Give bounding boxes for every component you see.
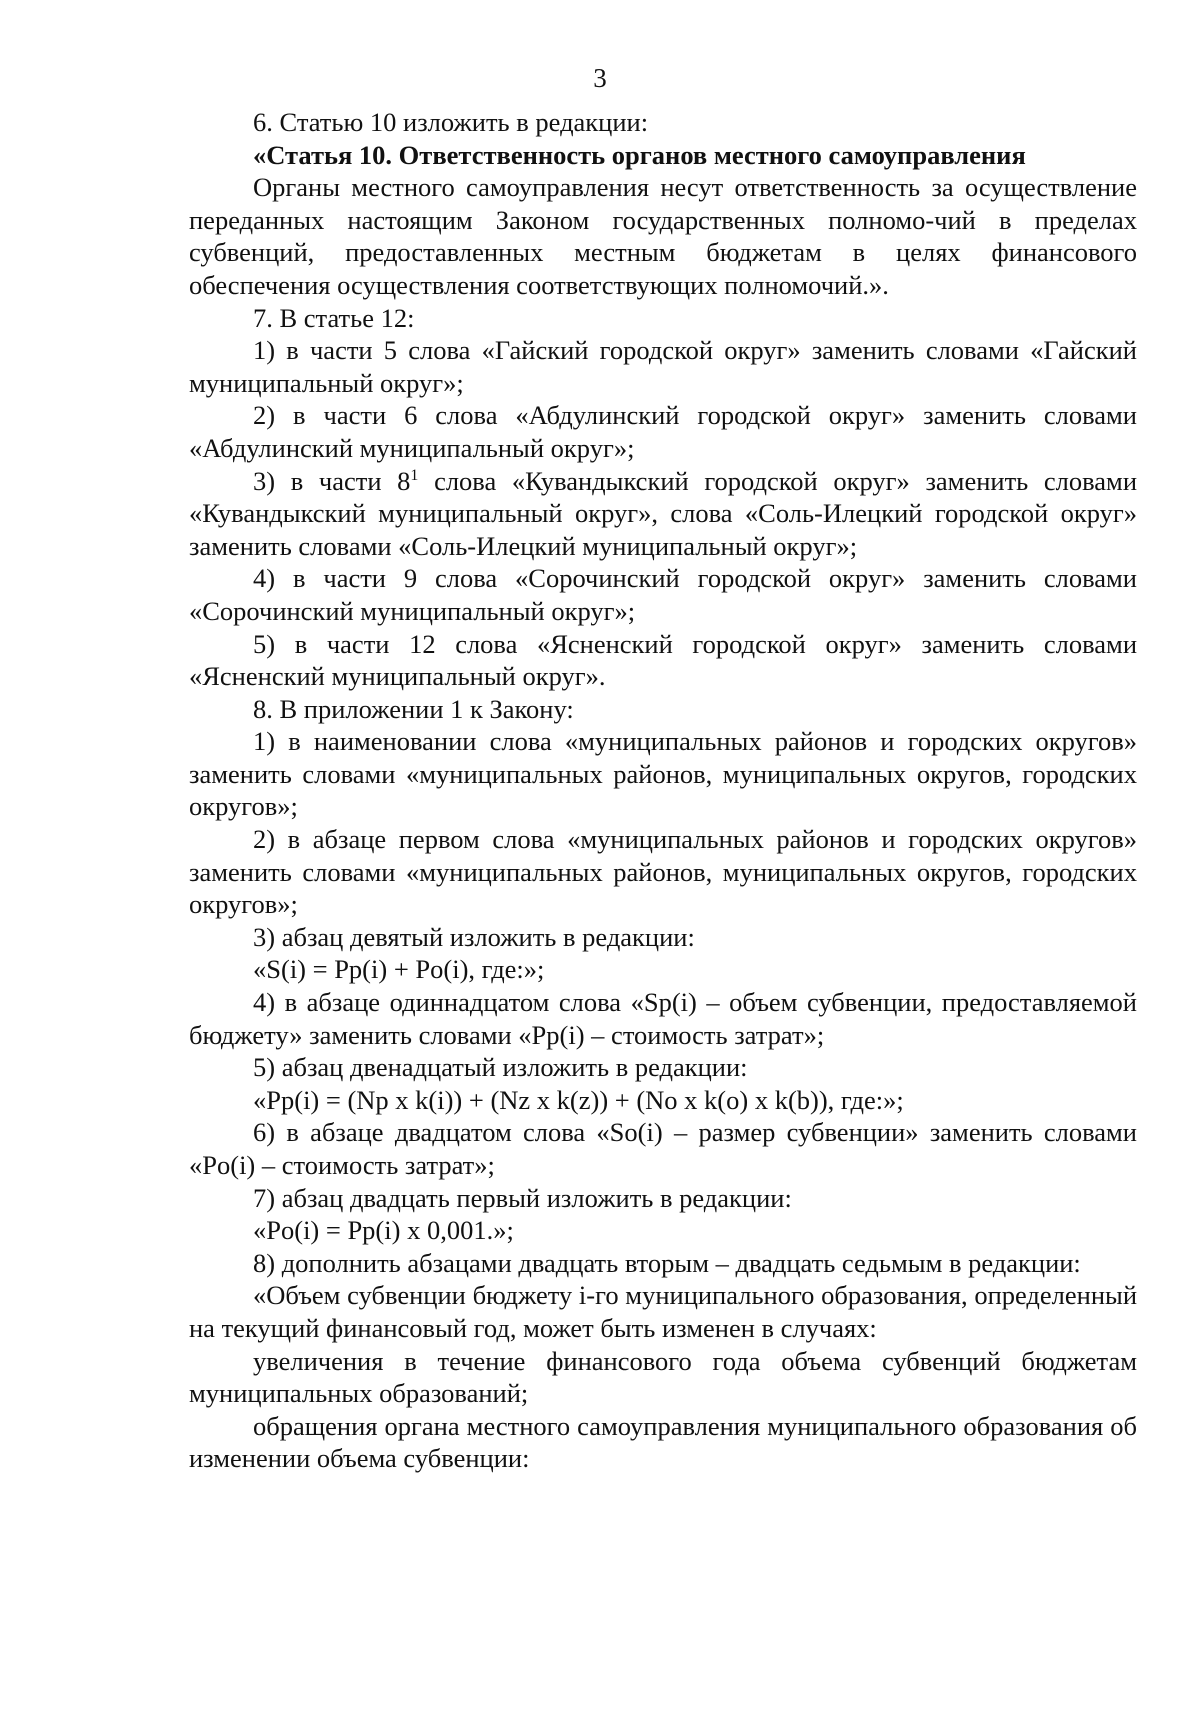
paragraph-article-8: 8. В приложении 1 к Закону: [253, 693, 574, 724]
page-number: 3 [593, 63, 607, 93]
list-item-7-2: 2) в части 6 слова «Абдулинский городской округ» заменить словами «Абдулинский муниципальный округ»; [189, 400, 1137, 463]
list-item-8-1: 1) в наименовании слова «муниципальных районов и городских округов» заменить словами «муниципальных районов, муниципальных округов, городских округов»; [189, 726, 1137, 822]
list-item-8-7: 7) абзац двадцать первый изложить в редакции: [253, 1182, 792, 1213]
paragraph-increase-case: увеличения в течение финансового года объема субвенций бюджетам муниципальных образований; [189, 1345, 1137, 1409]
list-item-8-8: 8) дополнить абзацами двадцать вторым – двадцать седьмым в редакции: [253, 1247, 1081, 1278]
list-item-7-3 [189, 465, 1137, 563]
paragraph-subvention-volume: «Объем субвенции бюджету i-го муниципального образования, определенный на текущий финансовый год, может быть изменен в случаях: [189, 1280, 1137, 1343]
article-10-heading: «Статья 10. Ответственность органов местного самоуправления [253, 139, 1026, 170]
formula-s: «S(i) = Pp(i) + Po(i), где:»; [253, 954, 545, 985]
list-item-7-3-start: 3) в части 8 [253, 465, 411, 496]
list-item-8-6: 6) в абзаце двадцатом слова «So(i) – размер субвенции» заменить словами «Po(i) – стоимость затрат»; [189, 1117, 1137, 1180]
list-item-7-5: 5) в части 12 слова «Ясненский городской округ» заменить словами «Ясненский муниципальный округ». [189, 628, 1137, 692]
list-item-7-1: 1) в части 5 слова «Гайский городской округ» заменить словами «Гайский муниципальный округ»; [189, 335, 1137, 398]
superscript-1: 1 [410, 466, 419, 484]
paragraph-article-7: 7. В статье 12: [253, 302, 415, 333]
list-item-8-4: 4) в абзаце одиннадцатом слова «Sp(i) – объем субвенции, предоставляемой бюджету» заменить словами «Pp(i) – стоимость затрат»; [189, 987, 1137, 1050]
paragraph-request-case: обращения органа местного самоуправления муниципального образования об изменении объема субвенции: [189, 1410, 1137, 1474]
list-item-8-5: 5) абзац двенадцатый изложить в редакции: [253, 1052, 748, 1083]
paragraph-article-6: 6. Статью 10 изложить в редакции: [253, 107, 649, 137]
formula-pp: «Pp(i) = (Np x k(i)) + (Nz x k(z)) + (No x k(o) x k(b)), где:»; [253, 1084, 904, 1115]
list-item-7-3-rest: слова «Кувандыкский городской округ» заменить словами «Кувандыкский муниципальный округ», слова «Соль-Илецкий городской округ» заменить словами «Соль-Илецкий муниципальный округ»; [189, 465, 1138, 561]
list-item-7-4: 4) в части 9 слова «Сорочинский городской округ» заменить словами «Сорочинский муниципальный округ»; [189, 563, 1137, 626]
formula-po: «Po(i) = Pp(i) x 0,001.»; [253, 1215, 514, 1246]
list-item-8-2: 2) в абзаце первом слова «муниципальных районов и городских округов» заменить словами «муниципальных районов, муниципальных округов, городских округов»; [189, 824, 1137, 920]
list-item-8-3: 3) абзац девятый изложить в редакции: [253, 921, 695, 952]
paragraph-article-10-text: Органы местного самоуправления несут ответственность за осуществление переданных настоящим Законом государственных полномо-чий в пределах субвенций, предоставленных местным бюджетам в целях финансового обеспечения осуществления соответствующих полномочий.». [189, 172, 1137, 300]
document-body [189, 106, 1137, 1475]
